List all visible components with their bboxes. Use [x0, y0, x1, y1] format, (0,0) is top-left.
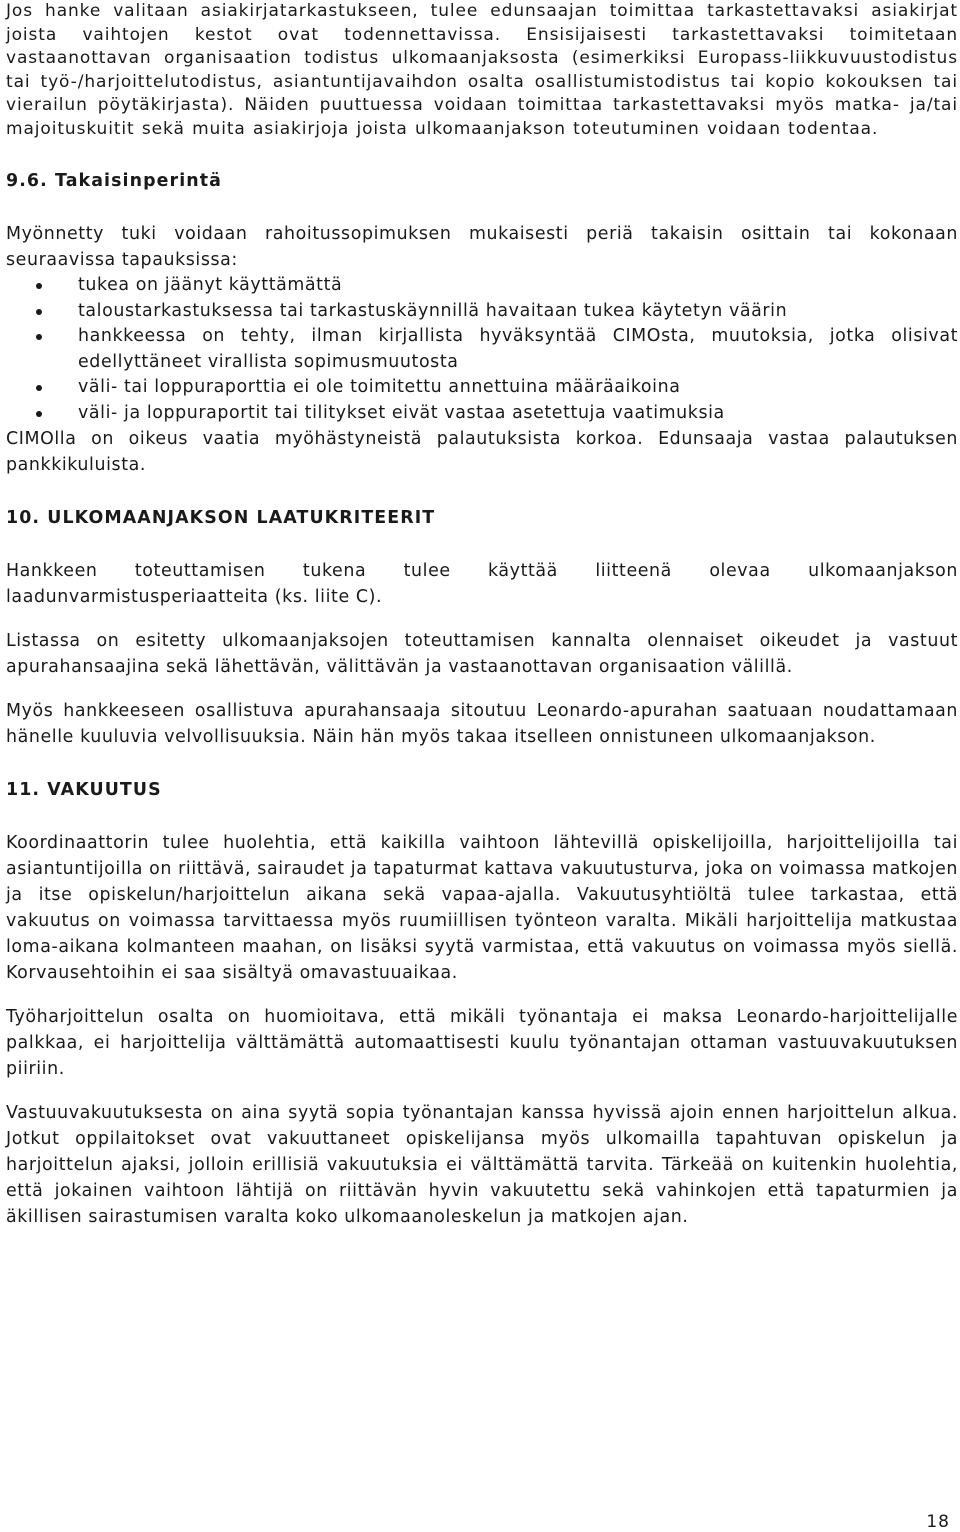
- section-heading-9-6: 9.6. Takaisinperintä: [6, 171, 222, 191]
- document-page: [6, 0, 958, 1230]
- section-9-6-lead: Myönnetty tuki voidaan rahoitussopimuksen mukaisesti periä takaisin osittain tai kokonaan seuraavissa tapauksissa:: [6, 224, 958, 270]
- list-item: [6, 401, 958, 427]
- list-item-text: taloustarkastuksessa tai tarkastuskäynnillä havaitaan tukea käytetyn väärin: [78, 300, 788, 321]
- section-11-paragraph: Koordinaattorin tulee huolehtia, että kaikilla vaihtoon lähtevillä opiskelijoilla, harjoittelijoilla tai asiantuntijoilla on riittävä, sairaudet ja tapaturmat kattava vakuutusturva, joka on voimassa matkojen ja itse opiskelun/harjoittelun aikana sekä vapaa-ajalla. Vakuutusyhtiöltä tulee tarkastaa, että vakuutus on voimassa tarvittaessa myös ruumiillisen työnteon varalta. Mikäli harjoittelija matkustaa loma-aikana kolmanteen maahan, on lisäksi syytä varmistaa, että vakuutus on voimassa myös siellä. Korvausehtoihin ei saa sisältyä omavastuuaikaa.: [6, 833, 958, 983]
- section-11-paragraph: Työharjoittelun osalta on huomioitava, että mikäli työnantaja ei maksa Leonardo-harjoittelijalle palkkaa, ei harjoittelija välttämättä automaattisesti kuulu työnantajan ottaman vastuuvakuutuksen piiriin.: [6, 1007, 958, 1079]
- section-10-paragraph: Myös hankkeeseen osallistuva apurahansaaja sitoutuu Leonardo-apurahan saatuaan noudattamaan hänelle kuuluvia velvollisuuksia. Näin hän myös takaa itselleen onnistuneen ulkomaanjakson.: [6, 701, 958, 747]
- intro-paragraph: Jos hanke valitaan asiakirjatarkastukseen, tulee edunsaajan toimittaa tarkastettavaksi asiakirjat joista vaihtojen kestot ovat todennettavissa. Ensisijaisesti tarkastettavaksi toimitetaan vastaanottavan organisaation todistus ulkomaanjaksosta (esimerkiksi Europass-liikkuvuustodistus tai työ-/harjoittelutodistus, asiantuntijavaihdon osalta osallistumistodistus tai kopio kokouksen tai vierailun pöytäkirjasta). Näiden puuttuessa voidaan toimittaa tarkastettavaksi myös matka- ja/tai majoituskuitit sekä muita asiakirjoja joista ulkomaanjakson toteutuminen voidaan todentaa.: [6, 1, 958, 139]
- list-item: [6, 324, 958, 375]
- list-item: [6, 299, 958, 325]
- reclaim-conditions-list: [6, 273, 958, 426]
- list-item-text: väli- tai loppuraporttia ei ole toimitettu annettuina määräaikoina: [78, 377, 681, 397]
- section-10-paragraph: Hankkeen toteuttamisen tukena tulee käyttää liitteenä olevaa ulkomaanjakson laadunvarmistusperiaatteita (ks. liite C).: [6, 561, 958, 607]
- page-number: 18: [926, 1512, 950, 1532]
- section-11-paragraph: Vastuuvakuutuksesta on aina syytä sopia työnantajan kanssa hyvissä ajoin ennen harjoittelun alkua. Jotkut oppilaitokset ovat vakuuttaneet opiskelijansa myös ulkomailla tapahtuvan opiskelun ja harjoittelun ajaksi, jolloin erillisiä vakuutuksia ei välttämättä tarvita. Tärkeää on kuitenkin huolehtia, että jokainen vaihtoon lähtijä on riittävän hyvin vakuutettu sekä vahinkojen että tapaturmien ja äkillisen sairastumisen varalta koko ulkomaanoleskelun ja matkojen ajan.: [6, 1103, 958, 1227]
- section-10-paragraph: Listassa on esitetty ulkomaanjaksojen toteuttamisen kannalta olennaiset oikeudet ja vastuut apurahansaajina sekä lähettävän, välittävän ja vastaanottavan organisaation välillä.: [6, 631, 958, 677]
- bullet-icon: [36, 411, 42, 417]
- bullet-icon: [36, 309, 42, 315]
- bullet-icon: [36, 283, 42, 289]
- list-item-text: tukea on jäänyt käyttämättä: [78, 275, 343, 295]
- list-item-text: väli- ja loppuraportit tai tilitykset eivät vastaa asetettuja vaatimuksia: [78, 402, 725, 423]
- bullet-icon: [36, 385, 42, 391]
- section-heading-10: 10. ULKOMAANJAKSON LAATUKRITEERIT: [6, 508, 436, 528]
- list-item: [6, 375, 958, 401]
- list-item-text: hankkeessa on tehty, ilman kirjallista hyväksyntää CIMOsta, muutoksia, jotka olisivat edellyttäneet virallista sopimusmuutosta: [78, 326, 958, 372]
- list-item: [6, 273, 958, 299]
- section-9-6-closing: CIMOlla on oikeus vaatia myöhästyneistä palautuksista korkoa. Edunsaaja vastaa palautuksen pankkikuluista.: [6, 429, 958, 475]
- bullet-icon: [36, 334, 42, 340]
- section-heading-11: 11. VAKUUTUS: [6, 780, 162, 800]
